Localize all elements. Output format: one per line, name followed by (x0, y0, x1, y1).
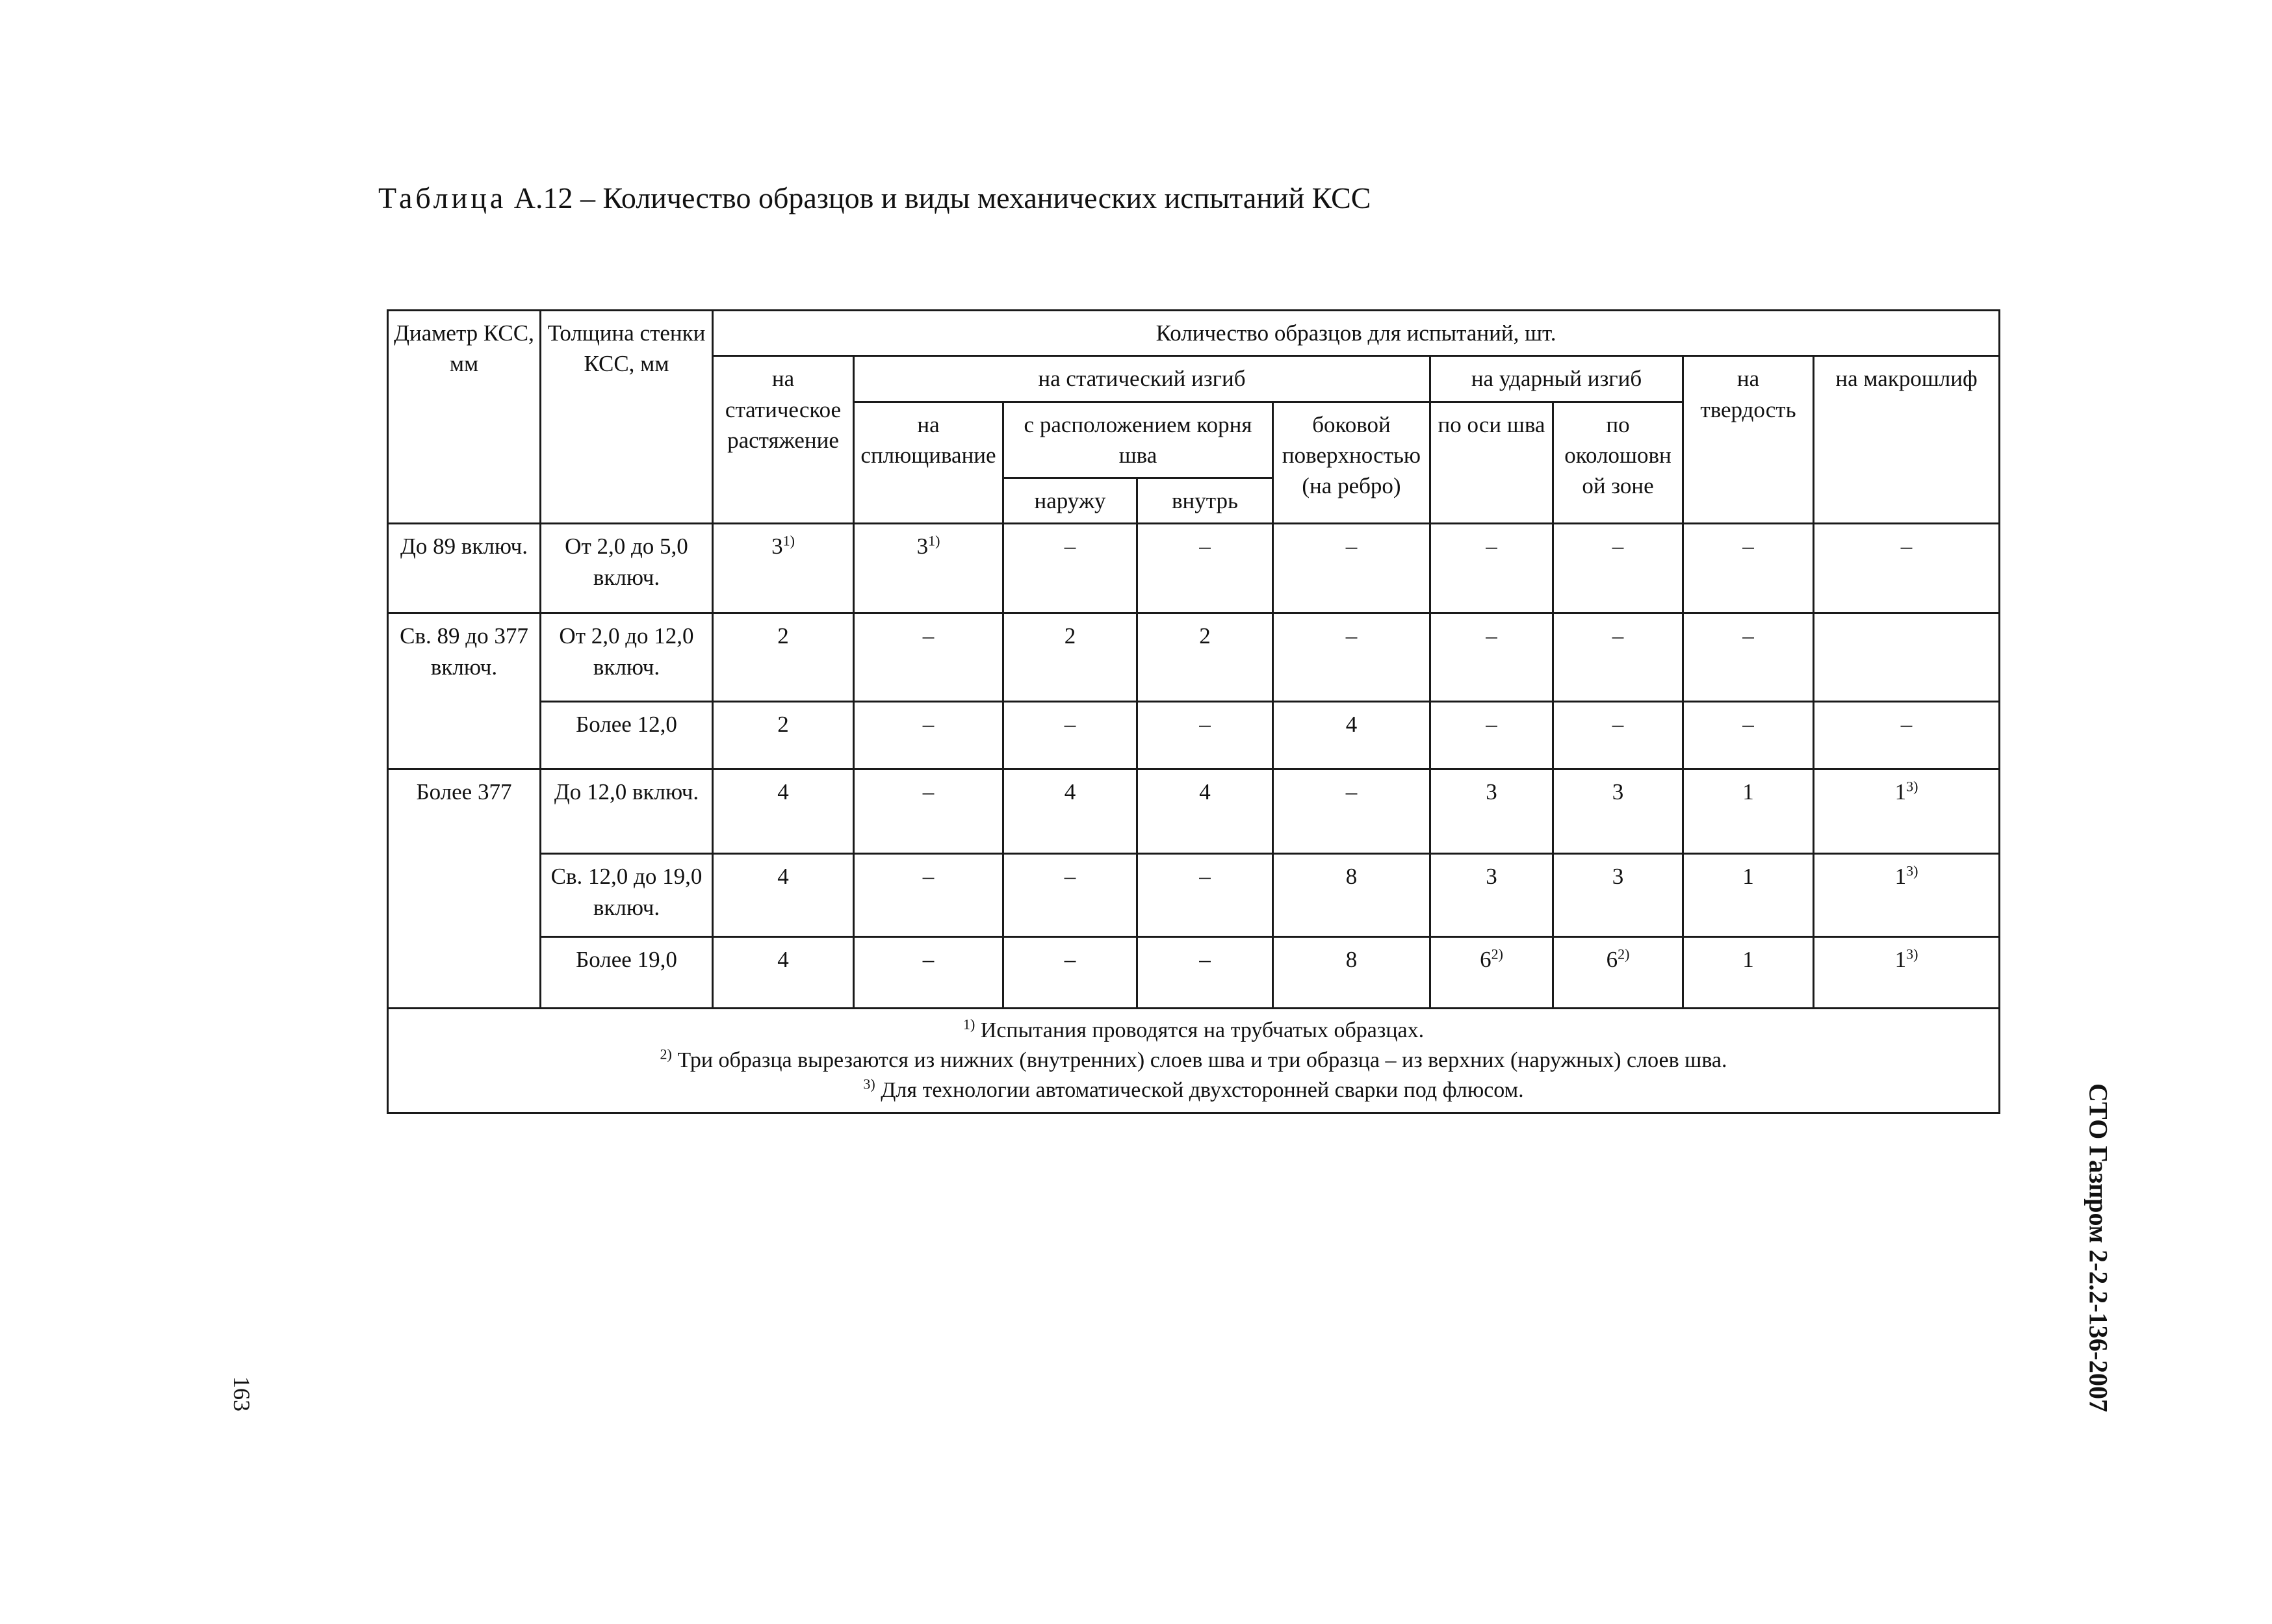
cell-flatten (854, 702, 1003, 769)
header-flatten: на сплющивание (854, 402, 1003, 524)
footnote-2-mark: 2) (660, 1046, 672, 1063)
cell-outside (1003, 702, 1137, 769)
cell-hardness (1683, 702, 1814, 769)
cell-thickness: Более 12,0 (541, 702, 713, 769)
header-tensile: на статическое растяжение (713, 356, 854, 524)
cell-side-surface (1273, 854, 1430, 937)
table-data-body (388, 524, 2000, 1009)
cell-near-weld-zone (1553, 702, 1683, 769)
cell-weld-axis (1430, 937, 1553, 1009)
header-side-surface: боковой поверхностью (на ребро) (1273, 402, 1430, 524)
header-near-weld-zone: по околошовной зоне (1553, 402, 1683, 524)
cell-diameter: Св. 89 до 377 включ. (388, 613, 541, 769)
cell-macro (1814, 524, 2000, 613)
cell-inside-value: 2 (1199, 623, 1211, 649)
cell-outside-value: – (1064, 534, 1076, 560)
header-macro: на макрошлиф (1814, 356, 2000, 524)
table-row (388, 524, 2000, 613)
header-row-1 (388, 311, 2000, 356)
cell-near-weld-zone-value: 3 (1612, 779, 1624, 805)
cell-weld-axis-value: 3 (1486, 779, 1497, 805)
cell-macro-value: 1 (1894, 779, 1907, 805)
footnote-1-mark: 1) (962, 1016, 975, 1033)
cell-weld-axis (1430, 613, 1553, 702)
cell-side-surface (1273, 769, 1430, 854)
cell-tensile-value: 2 (777, 712, 789, 738)
footnote-1 (394, 1016, 1993, 1046)
page-number-text: 163 (229, 1376, 255, 1411)
cell-outside-value: – (1064, 947, 1076, 973)
footnotes-body (388, 1009, 2000, 1113)
cell-thickness: От 2,0 до 12,0 включ. (541, 613, 713, 702)
cell-flatten-value: – (922, 712, 935, 738)
cell-near-weld-zone (1553, 769, 1683, 854)
cell-diameter: До 89 включ. (388, 524, 541, 613)
table-row (388, 702, 2000, 769)
footnote-1-text: Испытания проводятся на трубчатых образцах. (980, 1018, 1425, 1043)
document-code-text: СТО Газпром 2-2.2-136-2007 (2084, 1083, 2113, 1412)
cell-flatten-value: – (922, 779, 935, 805)
table-row (388, 937, 2000, 1009)
cell-side-surface (1273, 937, 1430, 1009)
cell-flatten-value: – (922, 864, 935, 890)
footnotes-row (388, 1009, 2000, 1113)
cell-side-surface-value: – (1345, 623, 1358, 649)
cell-thickness: До 12,0 включ. (541, 769, 713, 854)
footnote-ref: 3) (1906, 778, 1918, 795)
cell-tensile-value: 2 (777, 623, 789, 649)
cell-hardness-value: – (1742, 712, 1754, 738)
tests-table (387, 309, 2000, 1114)
cell-near-weld-zone-value: 3 (1612, 864, 1624, 890)
cell-tensile (713, 769, 854, 854)
table-row (388, 769, 2000, 854)
cell-flatten (854, 613, 1003, 702)
table-caption (378, 181, 1371, 215)
cell-tensile (713, 854, 854, 937)
cell-thickness: Св. 12,0 до 19,0 включ. (541, 854, 713, 937)
cell-tensile (713, 524, 854, 613)
cell-hardness-value: – (1742, 534, 1754, 560)
cell-flatten-value: 3 (916, 534, 929, 560)
cell-near-weld-zone (1553, 524, 1683, 613)
cell-tensile-value: 4 (777, 779, 789, 805)
footnote-2 (394, 1046, 1993, 1076)
cell-near-weld-zone-value: 6 (1606, 947, 1618, 973)
cell-side-surface-value: – (1345, 534, 1358, 560)
cell-weld-axis-value: – (1486, 623, 1497, 649)
header-inside: внутрь (1137, 478, 1273, 524)
cell-inside (1137, 769, 1273, 854)
cell-inside (1137, 702, 1273, 769)
cell-inside (1137, 937, 1273, 1009)
cell-outside (1003, 613, 1137, 702)
footnotes-cell (388, 1009, 2000, 1113)
cell-side-surface-value: 8 (1345, 864, 1358, 890)
cell-macro-value: 1 (1894, 864, 1907, 890)
cell-macro-value: 1 (1894, 947, 1907, 973)
header-thickness: Толщина стенки КСС, мм (541, 311, 713, 524)
header-root-position: с расположением корня шва (1003, 402, 1273, 478)
cell-macro (1814, 769, 2000, 854)
cell-outside-value: 2 (1064, 623, 1076, 649)
cell-macro (1814, 937, 2000, 1009)
cell-inside (1137, 524, 1273, 613)
document-code (2079, 1079, 2118, 1417)
header-weld-axis: по оси шва (1430, 402, 1553, 524)
cell-outside (1003, 769, 1137, 854)
cell-tensile (713, 702, 854, 769)
footnote-ref: 2) (1491, 946, 1503, 962)
cell-inside-value: – (1199, 534, 1211, 560)
cell-outside (1003, 937, 1137, 1009)
table-row (388, 613, 2000, 702)
cell-inside (1137, 854, 1273, 937)
cell-outside-value: – (1064, 864, 1076, 890)
cell-thickness: Более 19,0 (541, 937, 713, 1009)
page-number (229, 1368, 255, 1420)
cell-inside-value: – (1199, 864, 1211, 890)
cell-outside-value: 4 (1064, 779, 1076, 805)
header-outside: наружу (1003, 478, 1137, 524)
cell-near-weld-zone-value: – (1612, 712, 1624, 738)
caption-label: Таблица (378, 181, 507, 214)
cell-flatten-value: – (922, 947, 935, 973)
cell-hardness (1683, 524, 1814, 613)
cell-hardness-value: – (1742, 623, 1754, 649)
footnote-ref: 1) (928, 532, 940, 549)
cell-flatten (854, 769, 1003, 854)
cell-side-surface (1273, 524, 1430, 613)
cell-side-surface (1273, 613, 1430, 702)
footnote-ref: 1) (782, 532, 795, 549)
table-row (388, 854, 2000, 937)
cell-hardness (1683, 613, 1814, 702)
cell-outside (1003, 854, 1137, 937)
cell-weld-axis-value: 3 (1486, 864, 1497, 890)
cell-inside-value: 4 (1199, 779, 1211, 805)
cell-side-surface-value: – (1345, 779, 1358, 805)
cell-flatten-value: – (922, 623, 935, 649)
cell-near-weld-zone (1553, 613, 1683, 702)
cell-side-surface (1273, 702, 1430, 769)
cell-inside-value: – (1199, 712, 1211, 738)
cell-weld-axis-value: – (1486, 534, 1497, 560)
cell-near-weld-zone (1553, 937, 1683, 1009)
footnote-ref: 3) (1906, 862, 1918, 879)
caption-number: А.12 – (513, 181, 595, 214)
cell-hardness (1683, 937, 1814, 1009)
header-impact-bend: на ударный изгиб (1430, 356, 1683, 402)
cell-weld-axis (1430, 524, 1553, 613)
cell-macro-value: – (1900, 534, 1913, 560)
cell-flatten (854, 937, 1003, 1009)
cell-thickness: От 2,0 до 5,0 включ. (541, 524, 713, 613)
cell-inside-value: – (1199, 947, 1211, 973)
cell-weld-axis-value: 6 (1480, 947, 1491, 973)
cell-tensile-value: 4 (777, 947, 789, 973)
header-hardness: на твердость (1683, 356, 1814, 524)
cell-flatten (854, 524, 1003, 613)
cell-tensile-value: 3 (771, 534, 783, 560)
cell-hardness-value: 1 (1742, 947, 1754, 973)
cell-macro-value: – (1900, 712, 1913, 738)
table-body (388, 311, 2000, 524)
cell-side-surface-value: 4 (1345, 712, 1358, 738)
cell-hardness (1683, 769, 1814, 854)
cell-weld-axis (1430, 769, 1553, 854)
cell-side-surface-value: 8 (1345, 947, 1358, 973)
header-static-bend: на статический изгиб (854, 356, 1430, 402)
cell-macro (1814, 613, 2000, 702)
footnote-3-mark: 3) (863, 1076, 875, 1092)
cell-near-weld-zone (1553, 854, 1683, 937)
cell-hardness-value: 1 (1742, 864, 1754, 890)
header-samples-group: Количество образцов для испытаний, шт. (713, 311, 2000, 356)
cell-weld-axis (1430, 854, 1553, 937)
footnote-ref: 3) (1906, 946, 1918, 962)
cell-weld-axis (1430, 702, 1553, 769)
cell-outside-value: – (1064, 712, 1076, 738)
cell-hardness (1683, 854, 1814, 937)
footnote-ref: 2) (1618, 946, 1630, 962)
footnote-3 (394, 1076, 1993, 1105)
cell-tensile-value: 4 (777, 864, 789, 890)
footnote-2-text: Три образца вырезаются из нижних (внутренних) слоев шва и три образца – из верхних (наружных) слоев шва. (677, 1048, 1727, 1073)
cell-inside (1137, 613, 1273, 702)
cell-flatten (854, 854, 1003, 937)
cell-weld-axis-value: – (1486, 712, 1497, 738)
cell-near-weld-zone-value: – (1612, 534, 1624, 560)
cell-outside (1003, 524, 1137, 613)
footnote-3-text: Для технологии автоматической двухсторонней сварки под флюсом. (881, 1078, 1524, 1103)
cell-tensile (713, 937, 854, 1009)
cell-diameter: Более 377 (388, 769, 541, 1009)
cell-macro (1814, 854, 2000, 937)
cell-tensile (713, 613, 854, 702)
header-diameter: Диаметр КСС, мм (388, 311, 541, 524)
caption-text: Количество образцов и виды механических испытаний КСС (602, 181, 1371, 214)
cell-hardness-value: 1 (1742, 779, 1754, 805)
cell-macro (1814, 702, 2000, 769)
cell-near-weld-zone-value: – (1612, 623, 1624, 649)
